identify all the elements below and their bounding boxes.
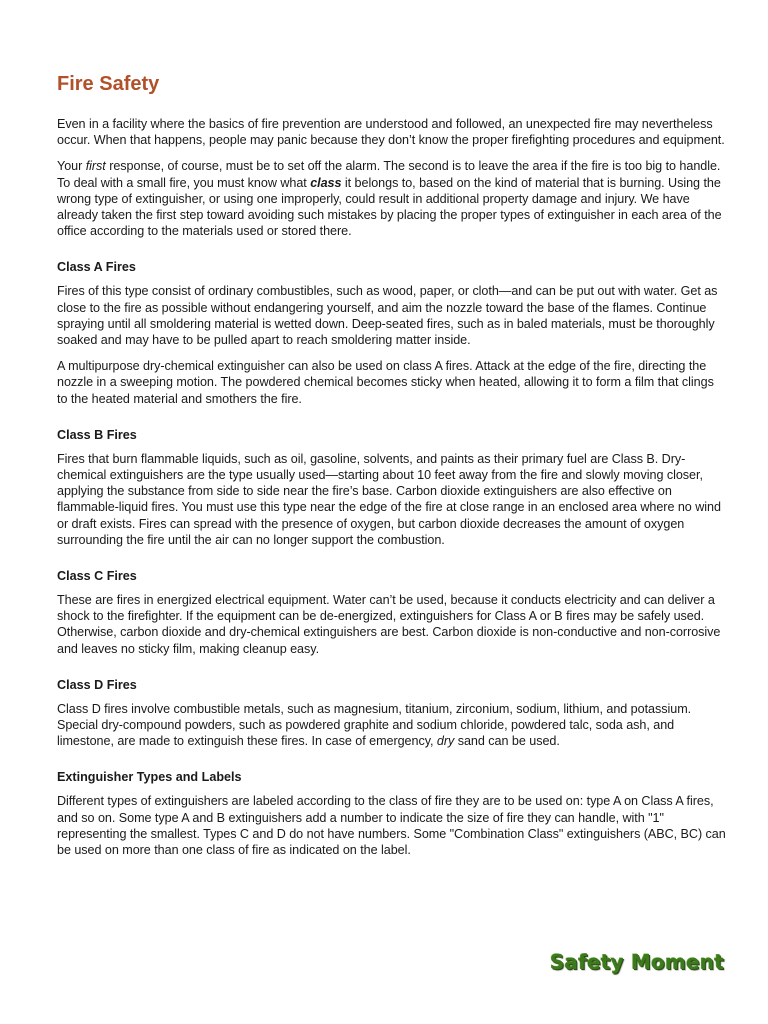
section-heading-class-d: Class D Fires (57, 677, 137, 692)
emphasis-first: first (85, 159, 106, 174)
class-a-paragraph-2: A multipurpose dry-chemical extinguisher can also be used on class A fires. Attack at the edge of the fire, directing the nozzle in a sweeping motion. The powdered chemical becomes sticky when heated, allowing it to form a film that clings to the heated material and smothers the fire. (57, 359, 714, 406)
extinguisher-labels-paragraph: Different types of extinguishers are labeled according to the class of fire they are to be used on: type A on Class A fires, and so on. Some type A and B extinguishers add a number to indicate the size of fire they can handle, with "1" representing the smallest. Types C and D do not have numbers. Some "Combination Class" extinguishers (ABC, BC) can be used on more than one class of fire as indicated on the label. (57, 794, 726, 858)
emphasis-class: class (310, 175, 342, 190)
class-d-text-b: sand can be used. (454, 734, 560, 749)
section-heading-class-b: Class B Fires (57, 427, 137, 442)
intro-paragraph-2 (57, 158, 727, 239)
intro-p2-text-b: response, of course, must be to set off the alarm. The second is to leave the area if the fire is too big to handle. To deal with a small fire, you must know what (57, 159, 721, 190)
intro-paragraph-1: Even in a facility where the basics of fire prevention are understood and followed, an unexpected fire may nevertheless occur. When that happens, people may panic because they don’t know the proper firefighting procedures and equipment. (57, 117, 725, 148)
emphasis-dry: dry (436, 734, 455, 749)
class-c-paragraph: These are fires in energized electrical equipment. Water can’t be used, because it conducts electricity and can deliver a shock to the firefighter. If the equipment can be de-energized, extinguishers for Class A or B fires may be safely used. Otherwise, carbon dioxide and dry-chemical extinguishers are best. Carbon dioxide is non-conductive and non-corrosive and leaves no sticky film, making cleanup easy. (57, 593, 721, 656)
class-a-paragraph-1: Fires of this type consist of ordinary combustibles, such as wood, paper, or cloth—and can be put out with water. Get as close to the fire as possible without endangering yourself, and aim the nozzle toward the base of the flames. Continue spraying until all smoldering material is wetted down. Deep-seated fires, such as in baled materials, must be thoroughly soaked and may have to be pulled apart to reach smoldering matter inside. (57, 284, 718, 348)
section-heading-class-c: Class C Fires (57, 569, 137, 584)
document-page (57, 70, 727, 868)
intro-p2-text-c: it belongs to, based on the kind of material that is burning. Using the wrong type of extinguisher, or using one improperly, could result in additional property damage and injury. We have already taken the first step toward avoiding such mistakes by placing the proper types of extinguisher in each area of the office according to the materials used or stored there. (57, 175, 722, 239)
section-heading-class-a: Class A Fires (57, 260, 136, 275)
safety-moment-logo: Safety Moment (549, 950, 724, 974)
class-d-text-a: Class D fires involve combustible metals, such as magnesium, titanium, zirconium, sodium, lithium, and potassium. Special dry-compound powders, such as powdered graphite and sodium chloride, powdered talc, soda ash, and limestone, are made to extinguish these fires. In case of emergency, (57, 701, 692, 749)
page-title: Fire Safety (57, 73, 160, 95)
class-b-paragraph: Fires that burn flammable liquids, such as oil, gasoline, solvents, and paints as their primary fuel are Class B. Dry-chemical extinguishers are the type usually used—starting about 10 feet away from the fire and slowly moving closer, applying the substance from side to side near the fire’s base. Carbon dioxide extinguishers are also effective on flammable-liquid fires. You must use this type near the edge of the fire at close range in an enclosed area where no wind or draft exists. Fires can spread with the presence of oxygen, but carbon dioxide decreases the amount of oxygen surrounding the fire until the air can no longer support the combustion. (57, 451, 721, 547)
class-d-paragraph (57, 701, 727, 750)
intro-p2-text-a: Your (57, 159, 86, 174)
section-heading-extinguisher-labels: Extinguisher Types and Labels (57, 770, 242, 785)
